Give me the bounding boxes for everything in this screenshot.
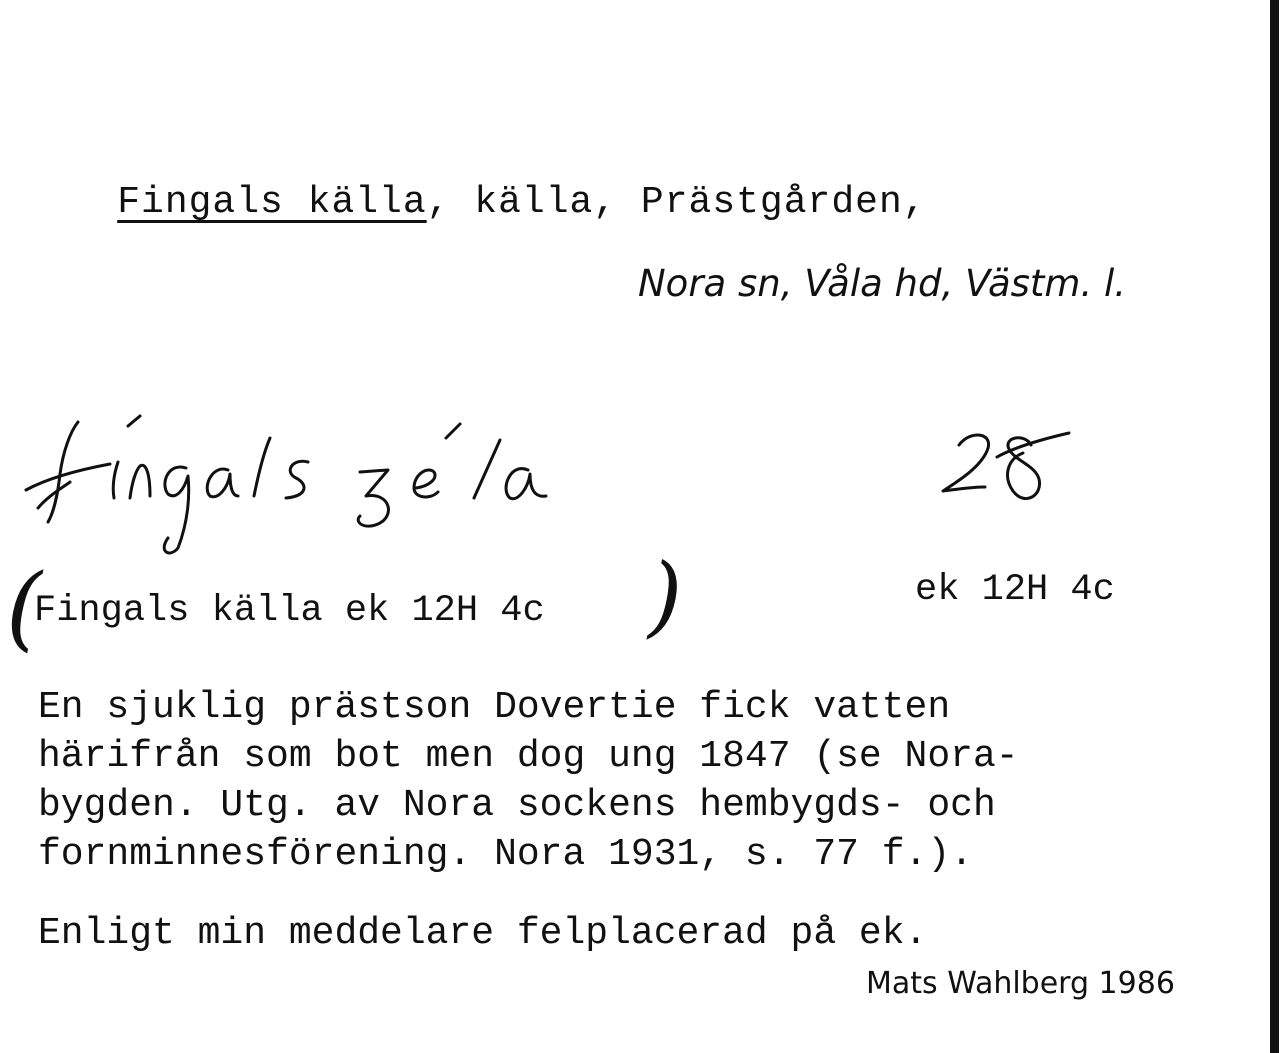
body-line: bygden. Utg. av Nora sockens hembygds- och xyxy=(38,784,996,827)
body-line: fornminnesförening. Nora 1931, s. 77 f.). xyxy=(38,833,973,876)
map-ref-right: ek 12H 4c xyxy=(915,569,1115,611)
informant-note: Enligt min meddelare felplacerad på ek. xyxy=(38,912,928,955)
map-ref-parenthetical: Fingals källa ek 12H 4c xyxy=(34,590,545,632)
open-paren: ( xyxy=(6,554,42,661)
card-right-border xyxy=(1270,0,1279,1053)
place-name-details: , källa, Prästgården, xyxy=(426,181,927,224)
handwritten-number-svg xyxy=(935,425,1075,515)
close-paren: ) xyxy=(648,544,683,647)
handwritten-number xyxy=(935,425,1075,515)
body-line: härifrån som bot men dog ung 1847 (se Nora- xyxy=(38,735,1019,778)
handwritten-phonetic-form xyxy=(18,412,578,572)
location-line: Nora sn, Våla hd, Västm. l. xyxy=(638,262,1127,305)
place-name: Fingals källa xyxy=(117,181,427,224)
signature: Mats Wahlberg 1986 xyxy=(866,966,1175,1001)
handwritten-phonetic-svg xyxy=(18,412,578,572)
header-line xyxy=(22,138,927,267)
body-line: En sjuklig prästson Dovertie fick vatten xyxy=(38,686,951,729)
